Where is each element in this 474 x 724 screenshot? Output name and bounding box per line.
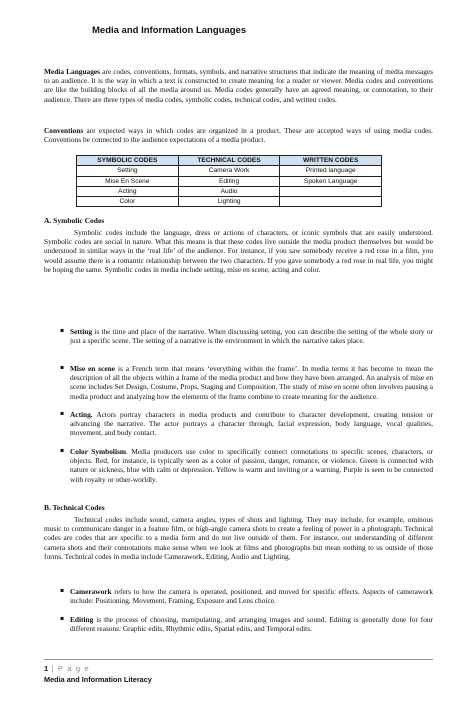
page-label: | P a g e — [48, 664, 90, 673]
footer-course-title: Media and Information Literacy — [44, 675, 152, 684]
list-item-text: is a French term that means ‘everything within the frame’. In media terms it has become to mean the description of all the objects within a frame of the media product and how they have been arranged. An analysis of mise en scene includes Set Design, Costume, Props, Staging and Composition. The study of mise en scene often involves pausing a media product and analyzing how the elements of the frame combine to create meaning for the audience. — [70, 364, 434, 401]
bullet-icon: ▪ — [60, 410, 65, 417]
list-item-lead: Mise en scene — [70, 364, 116, 373]
table-cell: Mise En Scene — [77, 176, 179, 186]
table-header-row — [77, 156, 382, 166]
footer-page-number — [44, 664, 90, 673]
list-item-text: refers to how the camera is operated, positioned, and moved for specific effects. Aspects of camerawork include: Positioning, Movement, Framing, Exposure and Lens choice. — [70, 587, 433, 606]
list-item-text: Actors portray characters in media products and contribute to character development, creating tension or advancing the narrative. The actor portrays a character through, facial expression, body language, vocal qualities, movement, and body contact. — [70, 410, 433, 438]
table-row — [77, 176, 382, 186]
bullet-icon: ▪ — [60, 615, 65, 622]
table-cell: Audio — [178, 186, 280, 196]
table-cell: Color — [77, 197, 179, 207]
table-cell: Setting — [77, 166, 179, 176]
table-row — [77, 166, 382, 176]
page-number: 1 — [44, 664, 49, 673]
table-cell: Camera Work — [178, 166, 280, 176]
section-a-paragraph: Symbolic codes include the language, dress or actions of characters, or iconic symbols that are easily understood. Symbolic codes are social in nature. What this means is that these codes live outside the media product themselves but would be understood in similar ways in the ‘real life’ of the audience. For instance, if you saw somebody receive a red rose in a film, you would assume there is a romantic relationship between the two characters. If you gave somebody a red rose in real life, you might be hoping the same. Symbolic codes in media include setting, mise en scene, acting and color. — [44, 228, 433, 274]
list-item-camerawork — [70, 587, 433, 605]
table-header-cell: WRITTEN CODES — [280, 156, 382, 166]
list-item-setting — [70, 327, 433, 345]
table-row — [77, 186, 382, 196]
list-item-lead: Camerawork — [70, 587, 112, 596]
table-row — [77, 197, 382, 207]
intro-text: are codes, conventions, formats, symbols, and narrative structures that indicate the meaning of media messages to an audience. It is the way in which a text is constructed to create meaning for a reader or viewer. Media codes and conventions are like the building blocks of all the media around us. Media codes generally have an agreed meaning, or connotation, to their audience. There are three types of media codes, symbolic codes, technical codes, and written codes. — [44, 67, 433, 104]
list-item-text: . Media producers use color to specifically connect connotations to specific scenes, characters, or objects. Red, for instance, is typically seen as a color of passion, danger, romance, or violence. Green is connected with nature or sickness, blue with calm or depression. Yellow is warm and inviting or a warning. Purple is seen to be connected with royalty or other-worldly. — [70, 447, 433, 484]
list-item-color-symbolism — [70, 447, 433, 484]
table-cell — [280, 186, 382, 196]
list-item-text: is the time and place of the narrative. When discussing setting, you can describe the setting of the whole story or just a specific scene. The setting of a narrative is the environment in which the narrative takes place. — [70, 327, 433, 346]
conventions-lead-term: Conventions — [44, 126, 84, 135]
list-item-lead: Setting — [70, 327, 93, 336]
section-b-heading: B. Technical Codes — [44, 503, 105, 512]
list-item-editing — [70, 615, 433, 633]
table-cell: Editing — [178, 176, 280, 186]
table-cell: Printed language — [280, 166, 382, 176]
media-codes-table — [76, 155, 382, 207]
page-title: Media and Information Languages — [92, 25, 247, 36]
table-cell: Spoken Language — [280, 176, 382, 186]
list-item-lead: Acting. — [70, 410, 93, 419]
list-item-lead: Color Symbolism — [70, 447, 126, 456]
list-item-text: is the process of choosing, manipulating, and arranging images and sound. Editing is generally done for four different reasons: Graphic edits, Rhythmic edits, Spatial edits, and Temporal edits. — [70, 615, 433, 634]
section-b-paragraph: Technical codes include sound, camera angles, types of shots and lighting. They may include, for example, ominous music to communicate danger in a feature film, or high-angle camera shots to create a feeling of power in a photograph. Technical codes are codes that are specific to a media form and do not live outside of them. For instance, our understanding of different camera shots and their connotations make sense when we look at films and photographs but mean nothing to us outside of those forms. Technical codes in media include Camerawork, Editing, Audio and Lighting. — [44, 515, 433, 561]
table-header-cell: TECHNICAL CODES — [178, 156, 280, 166]
list-item-mise-en-scene — [70, 364, 433, 401]
intro-lead-term: Media Languages — [44, 67, 100, 76]
bullet-icon: ▪ — [60, 447, 65, 454]
table-cell: Acting — [77, 186, 179, 196]
list-item-acting — [70, 410, 433, 438]
conventions-text: are expected ways in which codes are organized in a product. These are accepted ways of using media codes. Conventions be connected to the audience expectations of a media product. — [44, 126, 433, 145]
footer-divider — [44, 659, 433, 660]
conventions-paragraph — [44, 126, 433, 144]
table-cell: Lighting — [178, 197, 280, 207]
intro-paragraph — [44, 67, 433, 104]
bullet-icon: ▪ — [60, 364, 65, 371]
section-a-heading: A. Symbolic Codes — [44, 216, 105, 225]
table-cell — [280, 197, 382, 207]
list-item-lead: Editing — [70, 615, 94, 624]
bullet-icon: ▪ — [60, 327, 65, 334]
bullet-icon: ▪ — [60, 587, 65, 594]
table-header-cell: SYMBOLIC CODES — [77, 156, 179, 166]
